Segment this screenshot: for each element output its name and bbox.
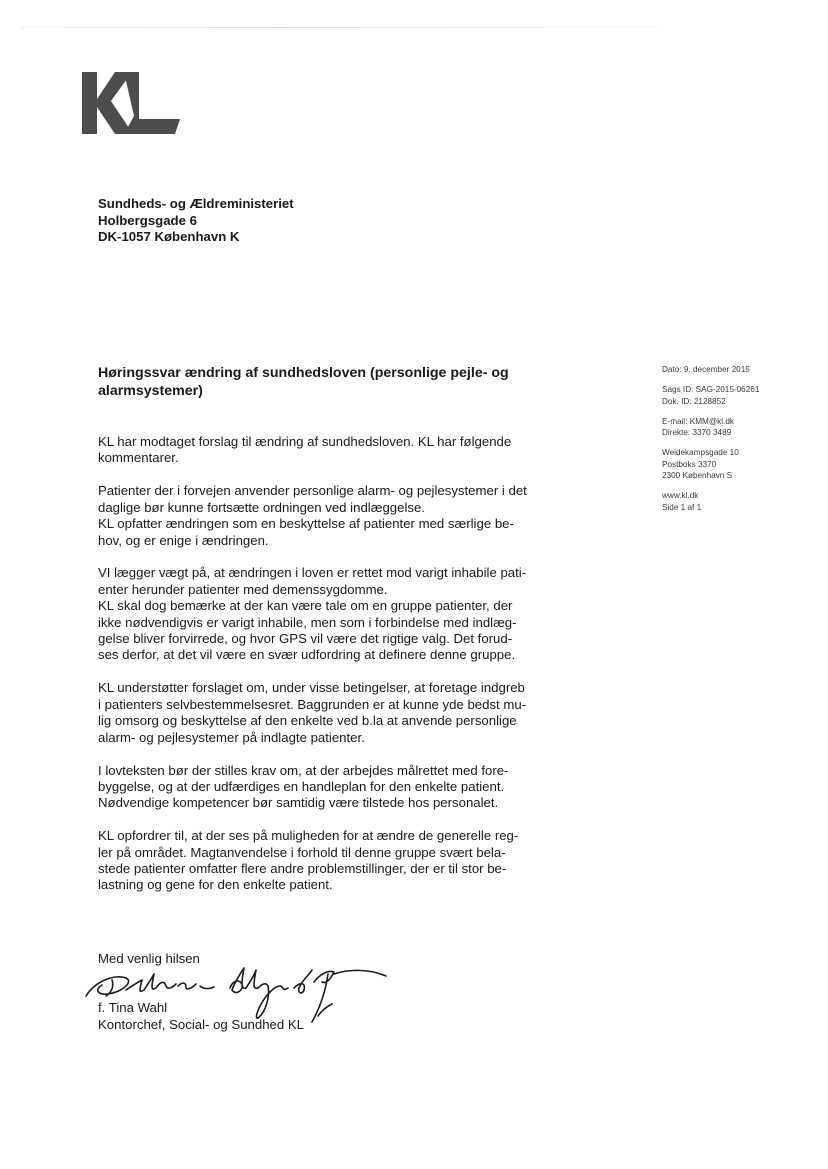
body-line: lastning og gene for den enkelte patient. bbox=[98, 877, 333, 893]
body-line: byggelse, og at der udfærdiges en handleplan for den enkelte patient. bbox=[98, 778, 505, 794]
recipient-line: Holbergsgade 6 bbox=[98, 212, 197, 228]
sidebar-metadata bbox=[662, 364, 812, 522]
body-line: KL understøtter forslaget om, under visse betingelser, at foretage indgreb bbox=[98, 680, 525, 696]
address-city: 2300 København S bbox=[662, 471, 733, 480]
date-line: Dato: 9. december 2015 bbox=[662, 365, 750, 374]
body-paragraph bbox=[98, 828, 558, 894]
scan-artifact-line bbox=[20, 27, 660, 28]
body-line: KL har modtaget forslag til ændring af sundhedsloven. KL har følgende bbox=[98, 434, 512, 449]
letter-subject: Høringssvar ændring af sundhedsloven (personlige pejle- og alarmsystemer) bbox=[98, 365, 509, 399]
body-paragraph bbox=[98, 434, 558, 467]
document-id: Dok. ID: 2128852 bbox=[662, 396, 726, 406]
recipient-line: DK-1057 København K bbox=[98, 229, 240, 244]
signer-block bbox=[98, 1000, 304, 1034]
recipient-address bbox=[98, 196, 294, 246]
body-line: kommentarer. bbox=[98, 450, 179, 466]
body-line: KL skal dog bemærke at der kan være tale om en gruppe patienter, der bbox=[98, 598, 513, 614]
body-line: ikke nødvendigvis er varigt inhabile, men som i forbindelse med indlæg- bbox=[98, 614, 517, 630]
website: www.kl.dk bbox=[662, 491, 699, 500]
body-paragraph bbox=[98, 483, 558, 549]
body-line: lig omsorg og beskyttelse af den enkelte ved b.la at anvende personlige bbox=[98, 713, 517, 729]
body-line: ses derfor, at det vil være en svær udfordring at definere denne gruppe. bbox=[98, 647, 516, 663]
address-box: Postboks 3370 bbox=[662, 459, 717, 469]
body-line: i patienters selvbestemmelsesret. Baggrunden er at kunne yde bedst mu- bbox=[98, 696, 527, 712]
body-paragraph bbox=[98, 565, 558, 663]
letter-body bbox=[98, 434, 558, 910]
signer-title: Kontorchef, Social- og Sundhed KL bbox=[98, 1016, 305, 1032]
body-line: I lovteksten bør der stilles krav om, at der arbejdes målrettet med fore- bbox=[98, 762, 509, 778]
body-line: daglige bør kunne fortsætte ordningen ved indlæggelse. bbox=[98, 499, 425, 515]
signer-name: f. Tina Wahl bbox=[98, 1000, 168, 1015]
body-line: Nødvendige kompetencer bør samtidig være tilstede hos personalet. bbox=[98, 795, 499, 811]
recipient-line: Sundheds- og Ældreministeriet bbox=[98, 196, 294, 211]
address-street: Weidekampsgade 10 bbox=[662, 448, 739, 457]
body-line: stede patienter omfatter flere andre problemstillinger, der er til stor be- bbox=[98, 861, 507, 877]
body-line: VI lægger vægt på, at ændringen i loven er rettet mod varigt inhabile pati- bbox=[98, 565, 527, 581]
body-line: KL opfordrer til, at der ses på muligheden for at ændre de generelle reg- bbox=[98, 828, 519, 844]
body-line: alarm- og pejlesystemer på indlagte patienter. bbox=[98, 729, 365, 745]
email-line: E-mail: KMM@kl.dk bbox=[662, 416, 734, 426]
body-paragraph bbox=[98, 763, 558, 812]
body-line: KL opfatter ændringen som en beskyttelse af patienter med særlige be- bbox=[98, 516, 514, 532]
body-line: enter herunder patienter med demenssygdomme. bbox=[98, 581, 388, 597]
body-line: Patienter der i forvejen anvender personlige alarm- og pejlesystemer i det bbox=[98, 483, 527, 499]
direct-phone: Direkte: 3370 3489 bbox=[662, 428, 732, 437]
page-number: Side 1 af 1 bbox=[662, 502, 702, 512]
body-line: ler på området. Magtanvendelse i forhold til denne gruppe svært bela- bbox=[98, 844, 506, 860]
case-id: Sags ID: SAG-2015-06261 bbox=[662, 385, 760, 394]
body-line: hov, og er enige i ændringen. bbox=[98, 532, 269, 548]
body-paragraph bbox=[98, 680, 558, 746]
body-line: gelse bliver forvirrede, og hvor GPS vil være det rigtige valg. Det forud- bbox=[98, 631, 513, 647]
closing-phrase: Med venlig hilsen bbox=[98, 951, 200, 966]
kl-logo bbox=[82, 72, 180, 134]
